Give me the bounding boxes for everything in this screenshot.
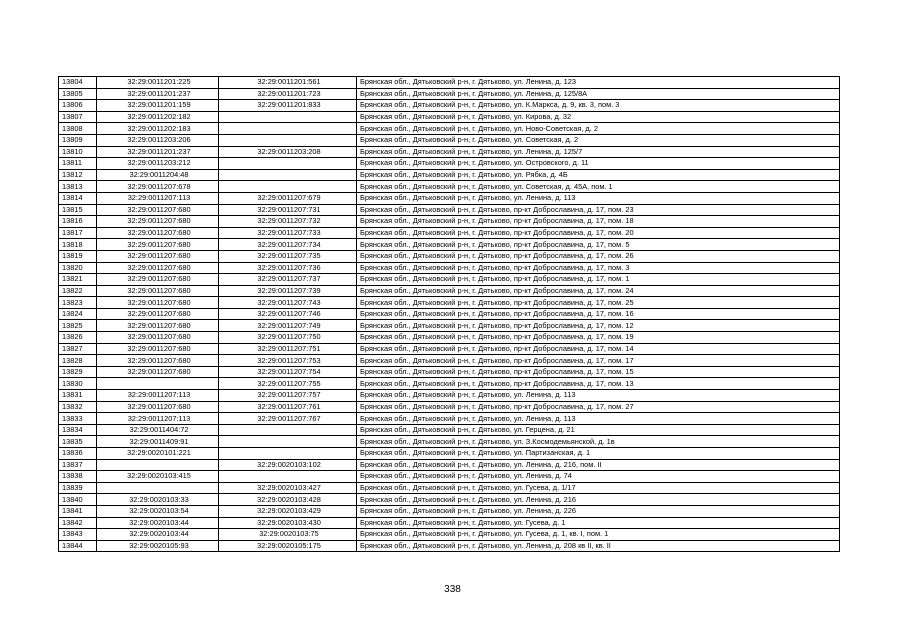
row-number-cell: 13810 <box>59 146 97 158</box>
object-cadastral-number-cell: 32:29:0011207:731 <box>219 204 357 216</box>
table-row <box>59 158 840 170</box>
row-number-cell: 13839 <box>59 482 97 494</box>
table-row <box>59 390 840 402</box>
object-cadastral-number-cell: 32:29:0011207:754 <box>219 366 357 378</box>
row-number-cell: 13820 <box>59 262 97 274</box>
building-cadastral-number-cell: 32:29:0011201:159 <box>97 100 219 112</box>
object-cadastral-number-cell: 32:29:0020103:427 <box>219 482 357 494</box>
building-cadastral-number-cell: 32:29:0020103:54 <box>97 505 219 517</box>
building-cadastral-number-cell: 32:29:0020103:44 <box>97 529 219 541</box>
table-row <box>59 262 840 274</box>
object-cadastral-number-cell: 32:29:0011207:749 <box>219 320 357 332</box>
object-cadastral-number-cell: 32:29:0011207:767 <box>219 413 357 425</box>
object-cadastral-number-cell: 32:29:0011207:753 <box>219 355 357 367</box>
table-row <box>59 192 840 204</box>
table-row <box>59 540 840 552</box>
row-number-cell: 13831 <box>59 390 97 402</box>
row-number-cell: 13818 <box>59 239 97 251</box>
object-cadastral-number-cell <box>219 181 357 193</box>
row-number-cell: 13834 <box>59 424 97 436</box>
object-cadastral-number-cell <box>219 111 357 123</box>
page-number: 338 <box>444 584 461 595</box>
object-cadastral-number-cell <box>219 134 357 146</box>
object-cadastral-number-cell: 32:29:0011207:679 <box>219 192 357 204</box>
address-cell: Брянская обл., Дятьковский р-н, г. Дятьково, ул. К.Маркса, д. 9, кв. 3, пом. 3 <box>357 100 840 112</box>
table-row <box>59 134 840 146</box>
object-cadastral-number-cell: 32:29:0011203:208 <box>219 146 357 158</box>
address-cell: Брянская обл., Дятьковский р-н, г. Дятьково, ул. З.Космодемьянской, д. 1в <box>357 436 840 448</box>
building-cadastral-number-cell: 32:29:0011207:680 <box>97 274 219 286</box>
object-cadastral-number-cell: 32:29:0011207:739 <box>219 285 357 297</box>
table-row <box>59 204 840 216</box>
table-row <box>59 413 840 425</box>
table-row <box>59 517 840 529</box>
address-cell: Брянская обл., Дятьковский р-н, г. Дятьково, пр-кт Доброславина, д. 17, пом. 27 <box>357 401 840 413</box>
table-row <box>59 227 840 239</box>
row-number-cell: 13826 <box>59 332 97 344</box>
object-cadastral-number-cell: 32:29:0011207:757 <box>219 390 357 402</box>
building-cadastral-number-cell: 32:29:0011207:113 <box>97 192 219 204</box>
row-number-cell: 13830 <box>59 378 97 390</box>
building-cadastral-number-cell: 32:29:0011207:680 <box>97 216 219 228</box>
object-cadastral-number-cell <box>219 158 357 170</box>
building-cadastral-number-cell: 32:29:0011204:48 <box>97 169 219 181</box>
object-cadastral-number-cell: 32:29:0011207:761 <box>219 401 357 413</box>
table-row <box>59 274 840 286</box>
building-cadastral-number-cell: 32:29:0011207:680 <box>97 285 219 297</box>
table-row <box>59 239 840 251</box>
row-number-cell: 13843 <box>59 529 97 541</box>
table-row <box>59 250 840 262</box>
building-cadastral-number-cell: 32:29:0011404:72 <box>97 424 219 436</box>
table-row <box>59 332 840 344</box>
address-cell: Брянская обл., Дятьковский р-н, г. Дятьково, ул. Советская, д. 45А, пом. 1 <box>357 181 840 193</box>
row-number-cell: 13815 <box>59 204 97 216</box>
object-cadastral-number-cell: 32:29:0020103:428 <box>219 494 357 506</box>
row-number-cell: 13833 <box>59 413 97 425</box>
building-cadastral-number-cell: 32:29:0011207:680 <box>97 355 219 367</box>
object-cadastral-number-cell <box>219 448 357 460</box>
building-cadastral-number-cell: 32:29:0020103:33 <box>97 494 219 506</box>
table-row <box>59 77 840 89</box>
object-cadastral-number-cell: 32:29:0020105:175 <box>219 540 357 552</box>
table-row <box>59 123 840 135</box>
table-row <box>59 297 840 309</box>
table-row <box>59 169 840 181</box>
row-number-cell: 13807 <box>59 111 97 123</box>
address-cell: Брянская обл., Дятьковский р-н, г. Дятьково, пр-кт Доброславина, д. 17, пом. 24 <box>357 285 840 297</box>
table-row <box>59 482 840 494</box>
object-cadastral-number-cell: 32:29:0020103:102 <box>219 459 357 471</box>
table-row <box>59 343 840 355</box>
building-cadastral-number-cell: 32:29:0020105:93 <box>97 540 219 552</box>
table-row <box>59 320 840 332</box>
address-cell: Брянская обл., Дятьковский р-н, г. Дятьково, ул. Гусева, д. 1, кв. I, пом. 1 <box>357 529 840 541</box>
building-cadastral-number-cell: 32:29:0011203:212 <box>97 158 219 170</box>
row-number-cell: 13809 <box>59 134 97 146</box>
object-cadastral-number-cell: 32:29:0011207:735 <box>219 250 357 262</box>
table-row <box>59 308 840 320</box>
building-cadastral-number-cell: 32:29:0011201:225 <box>97 77 219 89</box>
building-cadastral-number-cell: 32:29:0011201:237 <box>97 146 219 158</box>
address-cell: Брянская обл., Дятьковский р-н, г. Дятьково, ул. Ново-Советская, д. 2 <box>357 123 840 135</box>
row-number-cell: 13844 <box>59 540 97 552</box>
address-cell: Брянская обл., Дятьковский р-н, г. Дятьково, ул. Ленина, д. 125/8А <box>357 88 840 100</box>
row-number-cell: 13822 <box>59 285 97 297</box>
table-row <box>59 146 840 158</box>
table-row <box>59 401 840 413</box>
object-cadastral-number-cell <box>219 436 357 448</box>
address-cell: Брянская обл., Дятьковский р-н, г. Дятьково, ул. Гусева, д. 1/17 <box>357 482 840 494</box>
building-cadastral-number-cell: 32:29:0011207:680 <box>97 204 219 216</box>
row-number-cell: 13835 <box>59 436 97 448</box>
address-cell: Брянская обл., Дятьковский р-н, г. Дятьково, ул. Кирова, д. 32 <box>357 111 840 123</box>
row-number-cell: 13808 <box>59 123 97 135</box>
row-number-cell: 13829 <box>59 366 97 378</box>
building-cadastral-number-cell: 32:29:0011207:680 <box>97 320 219 332</box>
row-number-cell: 13814 <box>59 192 97 204</box>
object-cadastral-number-cell: 32:29:0011207:751 <box>219 343 357 355</box>
building-cadastral-number-cell: 32:29:0011202:182 <box>97 111 219 123</box>
building-cadastral-number-cell: 32:29:0011207:680 <box>97 239 219 251</box>
address-cell: Брянская обл., Дятьковский р-н, г. Дятьково, пр-кт Доброславина, д. 17, пом. 13 <box>357 378 840 390</box>
address-cell: Брянская обл., Дятьковский р-н, г. Дятьково, пр-кт Доброславина, д. 17, пом. 15 <box>357 366 840 378</box>
table-row <box>59 529 840 541</box>
object-cadastral-number-cell <box>219 471 357 483</box>
table-row <box>59 100 840 112</box>
object-cadastral-number-cell: 32:29:0020103:429 <box>219 505 357 517</box>
object-cadastral-number-cell: 32:29:0011207:746 <box>219 308 357 320</box>
address-cell: Брянская обл., Дятьковский р-н, г. Дятьково, ул. Ленина, д. 216, пом. II <box>357 459 840 471</box>
table-row <box>59 366 840 378</box>
address-cell: Брянская обл., Дятьковский р-н, г. Дятьково, ул. Советская, д. 2 <box>357 134 840 146</box>
row-number-cell: 13816 <box>59 216 97 228</box>
table-row <box>59 436 840 448</box>
row-number-cell: 13805 <box>59 88 97 100</box>
address-cell: Брянская обл., Дятьковский р-н, г. Дятьково, пр-кт Доброславина, д. 17, пом. 17 <box>357 355 840 367</box>
object-cadastral-number-cell: 32:29:0011207:737 <box>219 274 357 286</box>
object-cadastral-number-cell: 32:29:0011201:833 <box>219 100 357 112</box>
address-cell: Брянская обл., Дятьковский р-н, г. Дятьково, пр-кт Доброславина, д. 17, пом. 23 <box>357 204 840 216</box>
address-cell: Брянская обл., Дятьковский р-н, г. Дятьково, пр-кт Доброславина, д. 17, пом. 16 <box>357 308 840 320</box>
table-row <box>59 505 840 517</box>
row-number-cell: 13838 <box>59 471 97 483</box>
row-number-cell: 13819 <box>59 250 97 262</box>
row-number-cell: 13841 <box>59 505 97 517</box>
building-cadastral-number-cell: 32:29:0011201:237 <box>97 88 219 100</box>
object-cadastral-number-cell: 32:29:0011207:734 <box>219 239 357 251</box>
address-cell: Брянская обл., Дятьковский р-н, г. Дятьково, ул. Ленина, д. 113 <box>357 413 840 425</box>
address-cell: Брянская обл., Дятьковский р-н, г. Дятьково, ул. Ленина, д. 125/7 <box>357 146 840 158</box>
row-number-cell: 13821 <box>59 274 97 286</box>
building-cadastral-number-cell <box>97 378 219 390</box>
building-cadastral-number-cell: 32:29:0011207:680 <box>97 343 219 355</box>
object-cadastral-number-cell <box>219 424 357 436</box>
row-number-cell: 13836 <box>59 448 97 460</box>
building-cadastral-number-cell: 32:29:0020103:44 <box>97 517 219 529</box>
object-cadastral-number-cell: 32:29:0011207:733 <box>219 227 357 239</box>
address-cell: Брянская обл., Дятьковский р-н, г. Дятьково, ул. Герцена, д. 21 <box>357 424 840 436</box>
building-cadastral-number-cell: 32:29:0011207:680 <box>97 227 219 239</box>
table-row <box>59 216 840 228</box>
object-cadastral-number-cell: 32:29:0011207:732 <box>219 216 357 228</box>
row-number-cell: 13823 <box>59 297 97 309</box>
address-cell: Брянская обл., Дятьковский р-н, г. Дятьково, ул. Ленина, д. 74 <box>357 471 840 483</box>
building-cadastral-number-cell: 32:29:0011207:680 <box>97 401 219 413</box>
row-number-cell: 13842 <box>59 517 97 529</box>
row-number-cell: 13804 <box>59 77 97 89</box>
table-row <box>59 285 840 297</box>
building-cadastral-number-cell: 32:29:0011207:678 <box>97 181 219 193</box>
address-cell: Брянская обл., Дятьковский р-н, г. Дятьково, ул. Партизанская, д. 1 <box>357 448 840 460</box>
address-cell: Брянская обл., Дятьковский р-н, г. Дятьково, пр-кт Доброславина, д. 17, пом. 26 <box>357 250 840 262</box>
address-cell: Брянская обл., Дятьковский р-н, г. Дятьково, ул. Гусева, д. 1 <box>357 517 840 529</box>
address-cell: Брянская обл., Дятьковский р-н, г. Дятьково, ул. Ленина, д. 226 <box>357 505 840 517</box>
row-number-cell: 13837 <box>59 459 97 471</box>
row-number-cell: 13806 <box>59 100 97 112</box>
building-cadastral-number-cell: 32:29:0020103:415 <box>97 471 219 483</box>
address-cell: Брянская обл., Дятьковский р-н, г. Дятьково, ул. Ленина, д. 113 <box>357 192 840 204</box>
row-number-cell: 13817 <box>59 227 97 239</box>
object-cadastral-number-cell <box>219 123 357 135</box>
row-number-cell: 13825 <box>59 320 97 332</box>
building-cadastral-number-cell: 32:29:0011207:680 <box>97 366 219 378</box>
row-number-cell: 13811 <box>59 158 97 170</box>
building-cadastral-number-cell: 32:29:0011409:91 <box>97 436 219 448</box>
table-row <box>59 378 840 390</box>
table-row <box>59 424 840 436</box>
row-number-cell: 13812 <box>59 169 97 181</box>
address-cell: Брянская обл., Дятьковский р-н, г. Дятьково, пр-кт Доброславина, д. 17, пом. 3 <box>357 262 840 274</box>
address-cell: Брянская обл., Дятьковский р-н, г. Дятьково, пр-кт Доброславина, д. 17, пом. 1 <box>357 274 840 286</box>
building-cadastral-number-cell: 32:29:0011207:680 <box>97 262 219 274</box>
object-cadastral-number-cell: 32:29:0011207:750 <box>219 332 357 344</box>
table-row <box>59 355 840 367</box>
address-cell: Брянская обл., Дятьковский р-н, г. Дятьково, пр-кт Доброславина, д. 17, пом. 25 <box>357 297 840 309</box>
object-cadastral-number-cell: 32:29:0011207:755 <box>219 378 357 390</box>
address-cell: Брянская обл., Дятьковский р-н, г. Дятьково, пр-кт Доброславина, д. 17, пом. 5 <box>357 239 840 251</box>
address-cell: Брянская обл., Дятьковский р-н, г. Дятьково, пр-кт Доброславина, д. 17, пом. 18 <box>357 216 840 228</box>
building-cadastral-number-cell: 32:29:0011207:680 <box>97 250 219 262</box>
row-number-cell: 13827 <box>59 343 97 355</box>
address-cell: Брянская обл., Дятьковский р-н, г. Дятьково, пр-кт Доброславина, д. 17, пом. 20 <box>357 227 840 239</box>
table-row <box>59 111 840 123</box>
table-row <box>59 181 840 193</box>
table-row <box>59 448 840 460</box>
building-cadastral-number-cell: 32:29:0011207:680 <box>97 297 219 309</box>
row-number-cell: 13832 <box>59 401 97 413</box>
building-cadastral-number-cell: 32:29:0011207:680 <box>97 308 219 320</box>
object-cadastral-number-cell: 32:29:0020103:430 <box>219 517 357 529</box>
table-row <box>59 88 840 100</box>
building-cadastral-number-cell: 32:29:0011207:113 <box>97 413 219 425</box>
address-cell: Брянская обл., Дятьковский р-н, г. Дятьково, ул. Островского, д. 11 <box>357 158 840 170</box>
building-cadastral-number-cell <box>97 459 219 471</box>
row-number-cell: 13824 <box>59 308 97 320</box>
building-cadastral-number-cell: 32:29:0011203:206 <box>97 134 219 146</box>
building-cadastral-number-cell: 32:29:0011202:183 <box>97 123 219 135</box>
address-cell: Брянская обл., Дятьковский р-н, г. Дятьково, ул. Ленина, д. 123 <box>357 77 840 89</box>
address-cell: Брянская обл., Дятьковский р-н, г. Дятьково, пр-кт Доброславина, д. 17, пом. 14 <box>357 343 840 355</box>
building-cadastral-number-cell <box>97 482 219 494</box>
address-cell: Брянская обл., Дятьковский р-н, г. Дятьково, пр-кт Доброславина, д. 17, пом. 12 <box>357 320 840 332</box>
row-number-cell: 13813 <box>59 181 97 193</box>
address-cell: Брянская обл., Дятьковский р-н, г. Дятьково, пр-кт Доброславина, д. 17, пом. 19 <box>357 332 840 344</box>
building-cadastral-number-cell: 32:29:0020101:221 <box>97 448 219 460</box>
address-cell: Брянская обл., Дятьковский р-н, г. Дятьково, ул. Ленина, д. 216 <box>357 494 840 506</box>
object-cadastral-number-cell: 32:29:0011201:723 <box>219 88 357 100</box>
table-row <box>59 459 840 471</box>
building-cadastral-number-cell: 32:29:0011207:680 <box>97 332 219 344</box>
address-cell: Брянская обл., Дятьковский р-н, г. Дятьково, ул. Ленина, д. 113 <box>357 390 840 402</box>
table-row <box>59 471 840 483</box>
table-row <box>59 494 840 506</box>
row-number-cell: 13828 <box>59 355 97 367</box>
address-cell: Брянская обл., Дятьковский р-н, г. Дятьково, ул. Ленина, д. 208 кв II, кв. II <box>357 540 840 552</box>
object-cadastral-number-cell: 32:29:0011207:736 <box>219 262 357 274</box>
object-cadastral-number-cell: 32:29:0011207:743 <box>219 297 357 309</box>
object-cadastral-number-cell: 32:29:0011201:561 <box>219 77 357 89</box>
object-cadastral-number-cell: 32:29:0020103:75 <box>219 529 357 541</box>
register-table-body <box>59 77 840 552</box>
row-number-cell: 13840 <box>59 494 97 506</box>
object-cadastral-number-cell <box>219 169 357 181</box>
building-cadastral-number-cell: 32:29:0011207:113 <box>97 390 219 402</box>
address-cell: Брянская обл., Дятьковский р-н, г. Дятьково, ул. Рябка, д. 4Б <box>357 169 840 181</box>
property-register-table <box>58 76 840 552</box>
